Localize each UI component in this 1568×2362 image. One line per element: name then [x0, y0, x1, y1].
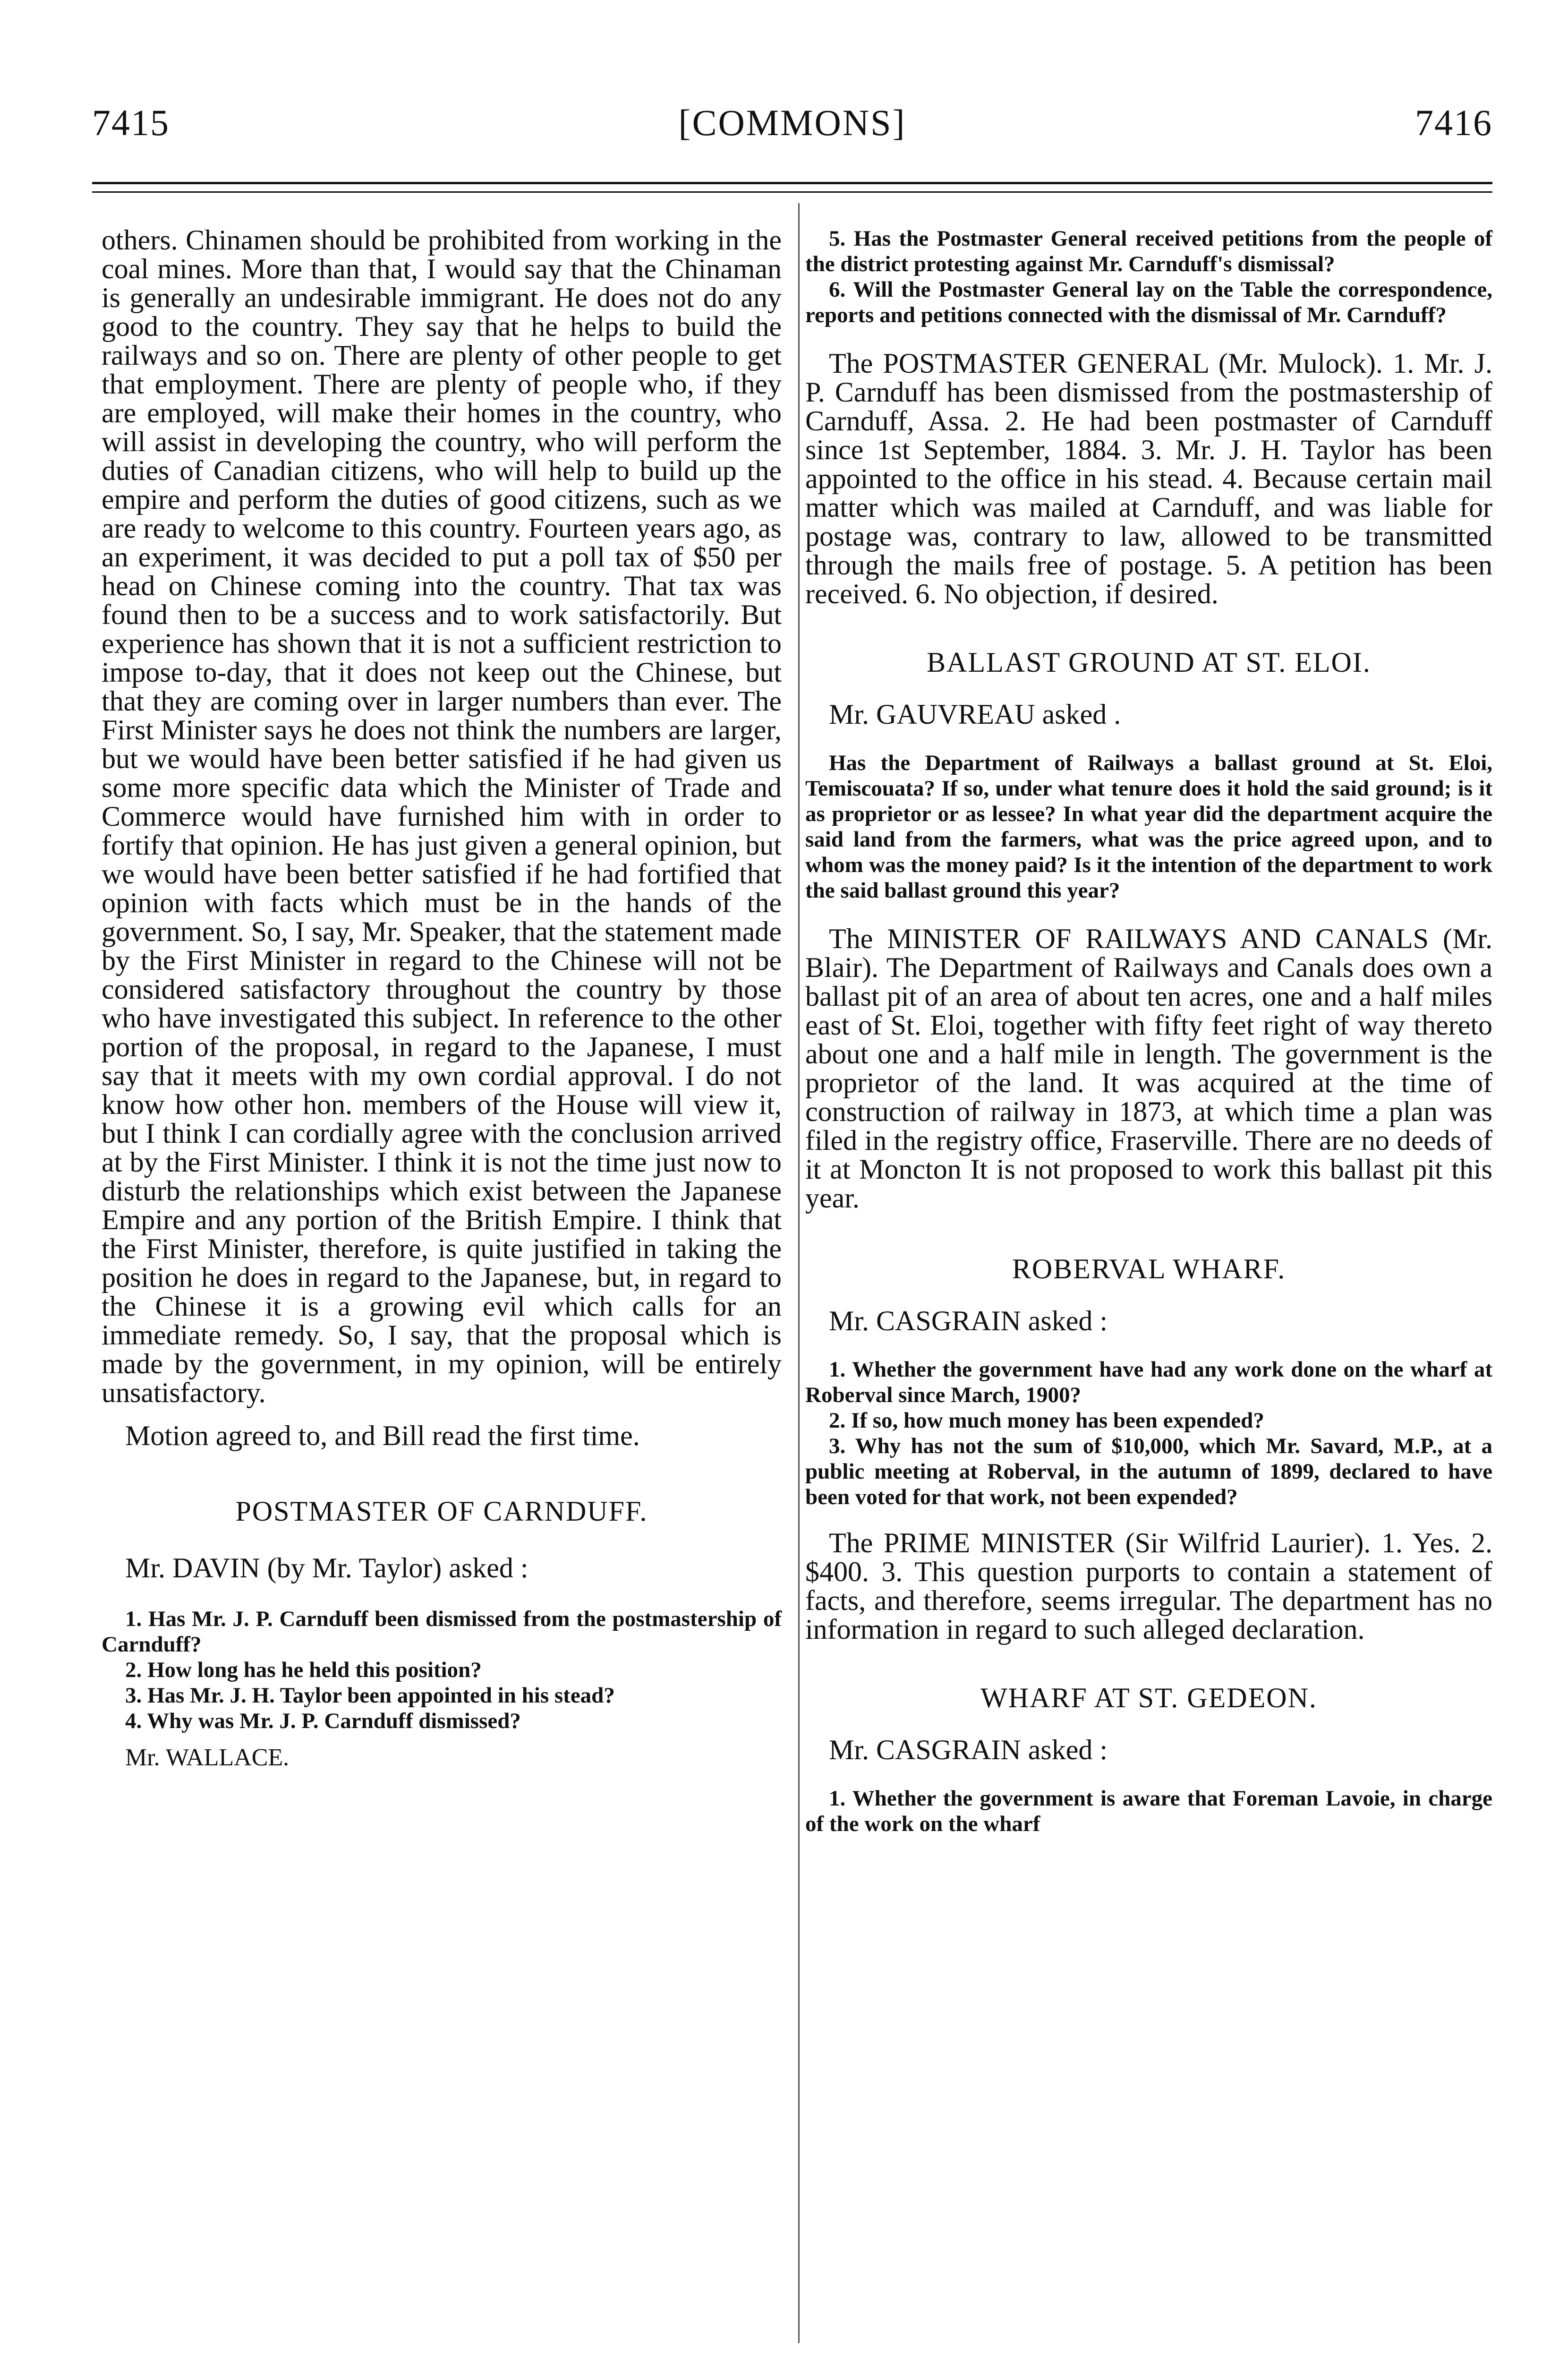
asked-by-casgrain: Mr. CASGRAIN asked : [829, 1305, 1108, 1336]
left-column [102, 226, 782, 1772]
carnduff-questions-continued [805, 226, 1492, 328]
section-heading-ballast: BALLAST GROUND AT ST. ELOI. [927, 647, 1371, 678]
page-header [92, 102, 1492, 158]
section-heading-roberval: ROBERVAL WHARF. [1012, 1253, 1286, 1284]
question-item: 3. Has Mr. J. H. Taylor been appointed in his stead? [125, 1683, 615, 1708]
section-heading-gedeon: WHARF AT ST. GEDEON. [980, 1682, 1317, 1713]
page-number-left: 7415 [92, 102, 170, 143]
carnduff-questions [102, 1606, 782, 1734]
speaker-wallace: Mr. WALLACE. [125, 1744, 290, 1771]
asked-by-gauvreau: Mr. GAUVREAU asked . [829, 699, 1121, 730]
question-item: 5. Has the Postmaster General received petitions from the people of the district protesting against Mr. Carnduff's dismissal? [805, 226, 1492, 276]
column-divider [798, 203, 800, 2343]
page-number-right: 7416 [1415, 102, 1492, 143]
roberval-questions [805, 1357, 1492, 1510]
ballast-question: Has the Department of Railways a ballast ground at St. Eloi, Temiscouata? If so, under what tenure does it hold the said ground; is it as proprietor or as lessee? In what year did the department acquire the said land from the farmers, what was the price agreed upon, and to whom was the money paid? Is it the intention of the department to work the said ballast ground this year? [805, 751, 1492, 903]
question-item: 6. Will the Postmaster General lay on the Table the correspondence, reports and petitions connected with the dismissal of Mr. Carnduff? [805, 277, 1492, 327]
speech-paragraph: others. Chinamen should be prohibited from working in the coal mines. More than that, I would say that the Chinaman is generally an undesirable immigrant. He does not do any good to the country. They say that he helps to build the railways and so on. There are plenty of other people to get that employment. There are plenty of people who, if they are employed, will make their homes in the country, who will assist in developing the country, who will perform the duties of Canadian citizens, who will help to build up the empire and perform the duties of good citizens, such as we are ready to welcome to this country. Fourteen years ago, as an experiment, it was decided to put a poll tax of $50 per head on Chinese coming into the country. That tax was found then to be a success and to work satisfactorily. But experience has shown that it is not a sufficient restriction to impose to-day, that it does not keep out the Chinese, but that they are coming over in larger numbers than ever. The First Minister says he does not think the numbers are larger, but we would have been better satisfied if he had given us some more specific data which the Minister of Trade and Commerce would have furnished him with in order to fortify that opinion. He has just given a general opinion, but we would have been better satisfied if he had fortified that opinion with facts which must be in the hands of the government. So, I say, Mr. Speaker, that the statement made by the First Minister in regard to the Chinese will not be considered satisfactory throughout the country by those who have investigated this subject. In reference to the other portion of the proposal, in regard to the Japanese, I must say that it meets with my own cordial approval. I do not know how other hon. members of the House will view it, but I think I can cordially agree with the conclusion arrived at by the First Minister. I think it is not the time just now to disturb the relationships which exist between the Japanese Empire and any portion of the British Empire. I think that the First Minister, therefore, is quite justified in taking the position he does in regard to the Japanese, but, in regard to the Chinese it is a growing evil which calls for an immediate remedy. So, I say, that the proposal which is made by the government, in my opinion, will be entirely unsatisfactory. [102, 224, 782, 1408]
postmaster-general-answer: The POSTMASTER GENERAL (Mr. Mulock). 1. Mr. J. P. Carnduff has been dismissed from the postmastership of Carnduff, Assa. 2. He had been postmaster of Carnduff since 1st September, 1884. 3. Mr. J. H. Taylor has been appointed to the office in his stead. 4. Because certain mail matter which was mailed at Carnduff, and was liable for postage was, contrary to law, allowed to be transmitted through the mails free of postage. 5. A petition has been received. 6. No objection, if desired. [805, 348, 1492, 609]
running-title: [COMMONS] [678, 102, 906, 143]
question-item: 1. Has Mr. J. P. Carnduff been dismissed from the postmastership of Carnduff? [102, 1607, 782, 1657]
railways-minister-answer: The MINISTER OF RAILWAYS AND CANALS (Mr. Blair). The Department of Railways and Canals does own a ballast pit of an area of about ten acres, one and a half miles east of St. Eloi, together with fifty feet right of way thereto about one and a half mile in length. The government is the proprietor of the land. It was acquired at the time of construction of railway in 1873, at which time a plan was filed in the registry office, Fraserville. There are no deeds of it at Moncton It is not proposed to work this ballast pit this year. [805, 923, 1492, 1214]
motion-paragraph: Motion agreed to, and Bill read the first time. [125, 1420, 640, 1451]
question-item: 2. If so, how much money has been expended? [829, 1408, 1264, 1433]
right-column [805, 226, 1492, 1837]
question-item: 4. Why was Mr. J. P. Carnduff dismissed? [125, 1709, 521, 1733]
header-rule-thin [92, 191, 1492, 193]
asked-by-davin: Mr. DAVIN (by Mr. Taylor) asked : [125, 1552, 528, 1583]
prime-minister-answer: The PRIME MINISTER (Sir Wilfrid Laurier). 1. Yes. 2. $400. 3. This question purports to contain a statement of facts, and therefore, seems irregular. The department has no information in regard to such alleged declaration. [805, 1527, 1492, 1645]
asked-by-casgrain-gedeon: Mr. CASGRAIN asked : [829, 1734, 1108, 1765]
section-heading-carnduff: POSTMASTER OF CARNDUFF. [235, 1496, 648, 1527]
gedeon-question: 1. Whether the government is aware that Foreman Lavoie, in charge of the work on the wharf [805, 1786, 1492, 1836]
question-item: 3. Why has not the sum of $10,000, which Mr. Savard, M.P., at a public meeting at Roberval, in the autumn of 1899, declared to have been voted for that work, not been expended? [805, 1434, 1492, 1509]
question-item: 1. Whether the government have had any work done on the wharf at Roberval since March, 1900? [805, 1357, 1492, 1407]
header-rule-thick [92, 182, 1492, 184]
question-item: 2. How long has he held this position? [125, 1658, 482, 1682]
